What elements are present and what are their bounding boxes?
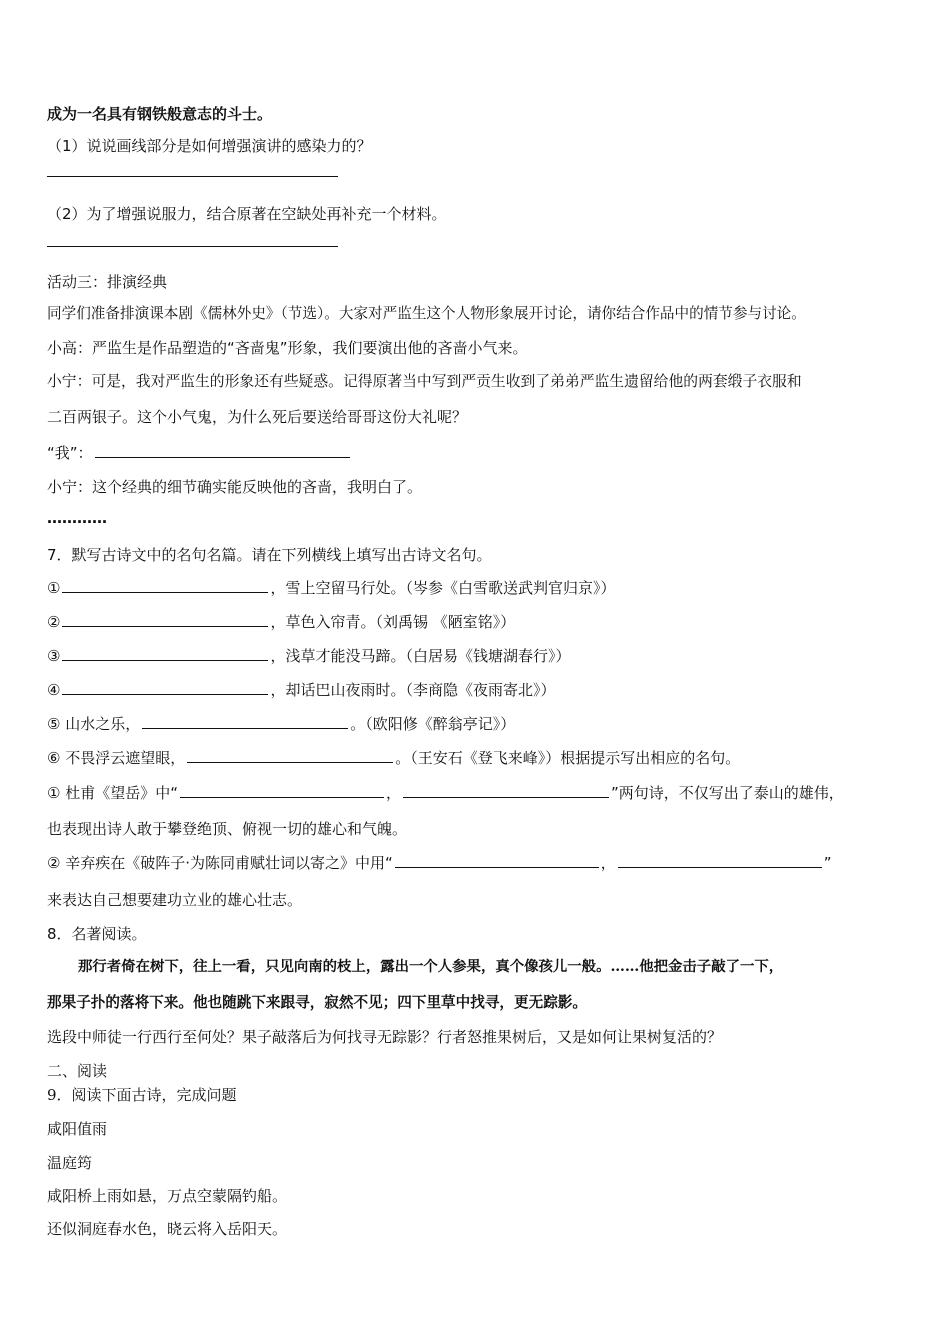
poem-blank-5 bbox=[47, 713, 515, 734]
question-1: （1）说说画线部分是如何增强演讲的感染力的？ bbox=[47, 137, 372, 155]
poem-blank-4 bbox=[47, 679, 555, 700]
p6-pre: ⑥ 不畏浮云遮望眼， bbox=[47, 749, 186, 767]
dialogue-xiaoning-1a: 小宁：可是，我对严监生的形象还有些疑惑。记得原著当中写到严贡生收到了弟弟严监生遗留给他的两套缎子衣服和 bbox=[47, 373, 802, 390]
answer-line-p8a[interactable] bbox=[395, 852, 599, 868]
p3-text: ，浅草才能没马蹄。（白居易《钱塘湖春行》） bbox=[270, 647, 571, 665]
answer-line-p8b[interactable] bbox=[618, 852, 822, 868]
dialogue-xiaoning-1b: 二百两银子。这个小气鬼，为什么死后要送给哥哥这份大礼呢？ bbox=[47, 408, 468, 426]
p7-mid: ， bbox=[386, 784, 402, 802]
answer-line-2[interactable] bbox=[47, 246, 338, 247]
mark-4: ④ bbox=[47, 681, 61, 699]
dialogue-xiaoning-2: 小宁：这个经典的细节确实能反映他的吝啬，我明白了。 bbox=[47, 478, 423, 496]
p8-pre: ② 辛弃疾在《破阵子·为陈同甫赋壮词以寄之》中用“ bbox=[47, 854, 393, 872]
answer-line-p6[interactable] bbox=[187, 747, 393, 763]
p8-post: ” bbox=[823, 854, 832, 872]
p4-text: ，却话巴山夜雨时。（李商隐《夜雨寄北》） bbox=[270, 681, 556, 699]
poem-blank-7-cont: 也表现出诗人敢于攀登绝顶、俯视一切的雄心和气魄。 bbox=[47, 820, 408, 838]
answer-line-p3[interactable] bbox=[62, 645, 268, 661]
p5-post: 。（欧阳修《醉翁亭记》） bbox=[350, 715, 516, 733]
dialogue-xiaogao: 小高：严监生是作品塑造的“吝啬鬼”形象，我们要演出他的吝啬小气来。 bbox=[47, 339, 528, 357]
poem-blank-8 bbox=[47, 852, 832, 873]
poem-blank-7 bbox=[47, 782, 844, 803]
mark-1: ① bbox=[47, 579, 61, 597]
section-2-heading: 二、阅读 bbox=[47, 1062, 108, 1080]
poem-blank-1 bbox=[47, 577, 615, 598]
poem-title: 咸阳值雨 bbox=[47, 1120, 108, 1138]
p5-pre: ⑤ 山水之乐， bbox=[47, 715, 141, 733]
poem-blank-2 bbox=[47, 611, 515, 632]
mark-2: ② bbox=[47, 613, 61, 631]
wo-label: “我”： bbox=[47, 444, 93, 462]
poem-blank-8-cont: 来表达自己想要建功立业的雄心壮志。 bbox=[47, 891, 303, 909]
answer-line-p1[interactable] bbox=[62, 577, 268, 593]
question-2: （2）为了增强说服力，结合原著在空缺处再补充一个材料。 bbox=[47, 205, 447, 223]
question-8: 8．名著阅读。 bbox=[47, 925, 147, 943]
activity-3-intro: 同学们准备排演课本剧《儒林外史》（节选）。大家对严监生这个人物形象展开讨论，请你结合作品中的情节参与讨论。 bbox=[47, 305, 806, 322]
p6-post: 。（王安石《登飞来峰》）根据提示写出相应的名句。 bbox=[395, 749, 741, 767]
answer-line-p4[interactable] bbox=[62, 679, 268, 695]
dialogue-wo bbox=[47, 442, 352, 463]
poem-author: 温庭筠 bbox=[47, 1154, 93, 1172]
answer-line-p7b[interactable] bbox=[403, 782, 609, 798]
mark-3: ③ bbox=[47, 647, 61, 665]
question-8-prompt: 选段中师徒一行西行至何处？果子敲落后为何找寻无踪影？行者怒推果树后，又是如何让果树复活的？ bbox=[47, 1028, 723, 1046]
ellipsis: ………… bbox=[47, 509, 107, 527]
excerpt-line-1: 那行者倚在树下，往上一看，只见向南的枝上，露出一个人参果，真个像孩儿一般。……他把金击子敲了一下， bbox=[78, 958, 784, 975]
question-7: 7．默写古诗文中的名句名篇。请在下列横线上填写出古诗文名句。 bbox=[47, 546, 492, 564]
activity-3-heading: 活动三：排演经典 bbox=[47, 273, 168, 291]
p7-pre: ① 杜甫《望岳》中“ bbox=[47, 784, 178, 802]
p1-text: ，雪上空留马行处。（岑参《白雪歌送武判官归京》） bbox=[270, 579, 616, 597]
answer-line-p2[interactable] bbox=[62, 611, 268, 627]
text-line-steel-will: 成为一名具有钢铁般意志的斗士。 bbox=[47, 105, 273, 123]
question-9: 9．阅读下面古诗，完成问题 bbox=[47, 1086, 237, 1104]
poem-line-2: 还似洞庭春水色，晓云将入岳阳天。 bbox=[47, 1220, 288, 1238]
poem-line-1: 咸阳桥上雨如悬，万点空蒙隔钓船。 bbox=[47, 1187, 288, 1205]
answer-line-p7a[interactable] bbox=[180, 782, 384, 798]
answer-line-1[interactable] bbox=[47, 176, 338, 177]
p7-post: ”两句诗，不仅写出了泰山的雄伟， bbox=[611, 784, 844, 802]
answer-line-wo[interactable] bbox=[95, 442, 350, 458]
p2-text: ，草色入帘青。（刘禹锡 《陋室铭》） bbox=[270, 613, 516, 631]
answer-line-p5[interactable] bbox=[142, 713, 348, 729]
poem-blank-3 bbox=[47, 645, 570, 666]
excerpt-line-2: 那果子扑的落将下来。他也随跳下来跟寻，寂然不见；四下里草中找寻，更无踪影。 bbox=[47, 994, 587, 1011]
p8-mid: ， bbox=[600, 854, 616, 872]
poem-blank-6 bbox=[47, 747, 740, 768]
